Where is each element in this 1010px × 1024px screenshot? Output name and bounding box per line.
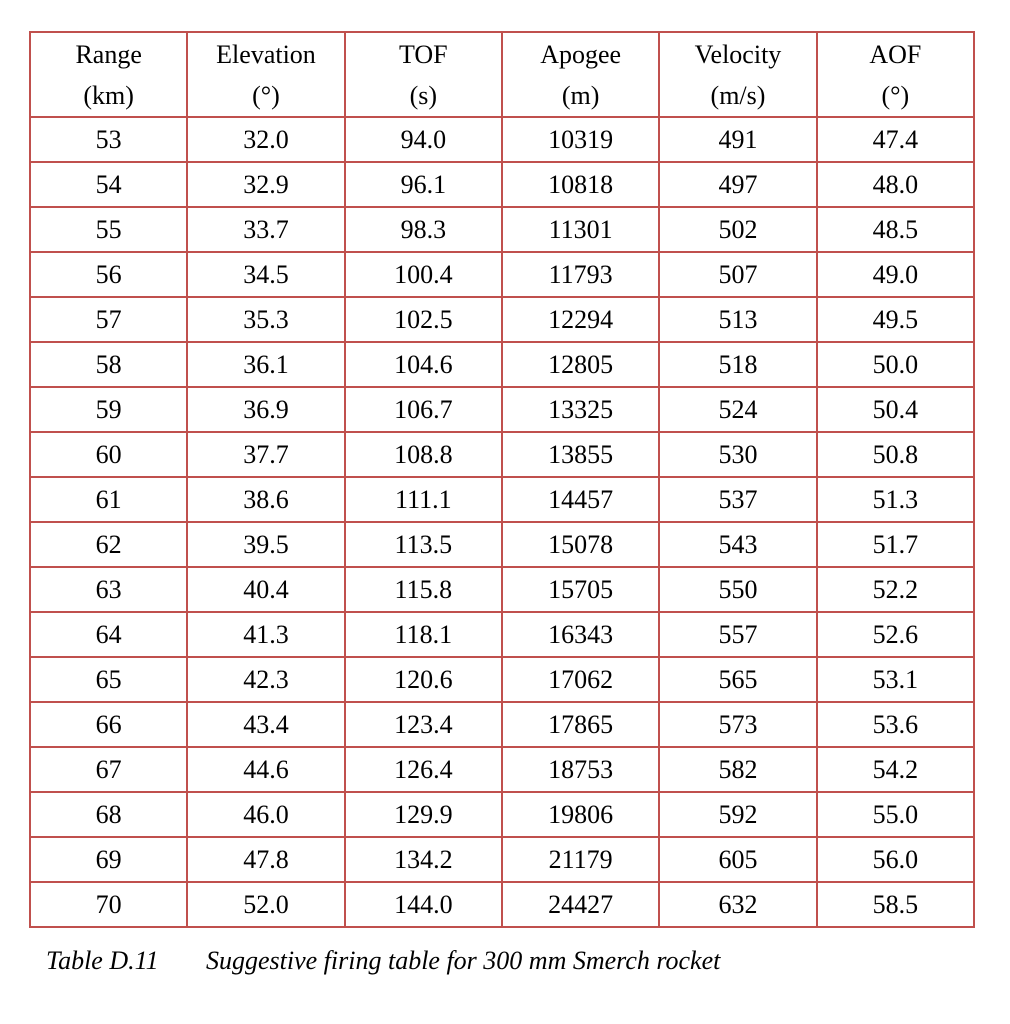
table-cell: 44.6 bbox=[187, 747, 344, 792]
column-header-unit: (m/s) bbox=[710, 80, 766, 110]
table-cell: 15705 bbox=[502, 567, 659, 612]
column-header-unit: (°) bbox=[252, 80, 280, 110]
table-cell: 60 bbox=[30, 432, 187, 477]
table-row bbox=[30, 207, 974, 252]
table-cell: 53.6 bbox=[817, 702, 974, 747]
table-cell: 13325 bbox=[502, 387, 659, 432]
table-cell: 129.9 bbox=[345, 792, 502, 837]
table-cell: 57 bbox=[30, 297, 187, 342]
table-cell: 17865 bbox=[502, 702, 659, 747]
table-row bbox=[30, 117, 974, 162]
table-row bbox=[30, 702, 974, 747]
table-cell: 36.1 bbox=[187, 342, 344, 387]
table-row bbox=[30, 297, 974, 342]
table-cell: 16343 bbox=[502, 612, 659, 657]
table-cell: 42.3 bbox=[187, 657, 344, 702]
table-cell: 40.4 bbox=[187, 567, 344, 612]
table-cell: 58 bbox=[30, 342, 187, 387]
table-cell: 605 bbox=[659, 837, 816, 882]
table-row bbox=[30, 747, 974, 792]
table-cell: 144.0 bbox=[345, 882, 502, 927]
header-row bbox=[30, 32, 974, 117]
column-header-name: AOF bbox=[869, 39, 922, 69]
table-cell: 550 bbox=[659, 567, 816, 612]
table-cell: 11301 bbox=[502, 207, 659, 252]
table-cell: 126.4 bbox=[345, 747, 502, 792]
table-cell: 56 bbox=[30, 252, 187, 297]
table-cell: 32.0 bbox=[187, 117, 344, 162]
table-row bbox=[30, 837, 974, 882]
table-cell: 102.5 bbox=[345, 297, 502, 342]
table-cell: 39.5 bbox=[187, 522, 344, 567]
table-row bbox=[30, 432, 974, 477]
table-cell: 49.0 bbox=[817, 252, 974, 297]
table-cell: 50.4 bbox=[817, 387, 974, 432]
table-row bbox=[30, 882, 974, 927]
table-cell: 70 bbox=[30, 882, 187, 927]
column-header bbox=[817, 32, 974, 117]
table-cell: 37.7 bbox=[187, 432, 344, 477]
table-cell: 53 bbox=[30, 117, 187, 162]
table-cell: 34.5 bbox=[187, 252, 344, 297]
table-cell: 49.5 bbox=[817, 297, 974, 342]
table-cell: 48.0 bbox=[817, 162, 974, 207]
table-cell: 530 bbox=[659, 432, 816, 477]
table-cell: 47.8 bbox=[187, 837, 344, 882]
column-header bbox=[187, 32, 344, 117]
table-cell: 111.1 bbox=[345, 477, 502, 522]
table-row bbox=[30, 477, 974, 522]
table-cell: 59 bbox=[30, 387, 187, 432]
table-cell: 100.4 bbox=[345, 252, 502, 297]
column-header-unit: (s) bbox=[409, 80, 438, 110]
table-cell: 565 bbox=[659, 657, 816, 702]
table-cell: 573 bbox=[659, 702, 816, 747]
table-cell: 52.0 bbox=[187, 882, 344, 927]
table-cell: 56.0 bbox=[817, 837, 974, 882]
table-cell: 54 bbox=[30, 162, 187, 207]
table-cell: 69 bbox=[30, 837, 187, 882]
table-cell: 24427 bbox=[502, 882, 659, 927]
table-cell: 592 bbox=[659, 792, 816, 837]
table-body bbox=[30, 117, 974, 927]
table-cell: 19806 bbox=[502, 792, 659, 837]
table-cell: 115.8 bbox=[345, 567, 502, 612]
table-cell: 53.1 bbox=[817, 657, 974, 702]
table-cell: 11793 bbox=[502, 252, 659, 297]
column-header bbox=[345, 32, 502, 117]
table-cell: 63 bbox=[30, 567, 187, 612]
caption-label: Table D.11 bbox=[46, 946, 159, 975]
table-cell: 32.9 bbox=[187, 162, 344, 207]
table-cell: 123.4 bbox=[345, 702, 502, 747]
table-row bbox=[30, 567, 974, 612]
table-cell: 104.6 bbox=[345, 342, 502, 387]
table-cell: 113.5 bbox=[345, 522, 502, 567]
table-cell: 12805 bbox=[502, 342, 659, 387]
table-cell: 68 bbox=[30, 792, 187, 837]
table-cell: 50.8 bbox=[817, 432, 974, 477]
table-cell: 94.0 bbox=[345, 117, 502, 162]
column-header-name: TOF bbox=[398, 39, 448, 69]
table-cell: 632 bbox=[659, 882, 816, 927]
table-row bbox=[30, 342, 974, 387]
table-cell: 41.3 bbox=[187, 612, 344, 657]
table-cell: 52.6 bbox=[817, 612, 974, 657]
table-row bbox=[30, 387, 974, 432]
table-cell: 36.9 bbox=[187, 387, 344, 432]
table-cell: 491 bbox=[659, 117, 816, 162]
table-cell: 518 bbox=[659, 342, 816, 387]
column-header-name: Elevation bbox=[216, 39, 316, 69]
column-header bbox=[30, 32, 187, 117]
table-cell: 62 bbox=[30, 522, 187, 567]
table-cell: 51.3 bbox=[817, 477, 974, 522]
table-cell: 14457 bbox=[502, 477, 659, 522]
table-cell: 108.8 bbox=[345, 432, 502, 477]
table-cell: 46.0 bbox=[187, 792, 344, 837]
table-cell: 507 bbox=[659, 252, 816, 297]
table-cell: 33.7 bbox=[187, 207, 344, 252]
table-cell: 12294 bbox=[502, 297, 659, 342]
firing-table bbox=[29, 31, 975, 928]
table-row bbox=[30, 657, 974, 702]
table-cell: 10818 bbox=[502, 162, 659, 207]
column-header-unit: (m) bbox=[561, 80, 600, 110]
table-cell: 13855 bbox=[502, 432, 659, 477]
table-row bbox=[30, 252, 974, 297]
table-cell: 543 bbox=[659, 522, 816, 567]
table-caption bbox=[46, 946, 720, 976]
table-cell: 35.3 bbox=[187, 297, 344, 342]
column-header-name: Range bbox=[75, 39, 142, 69]
column-header bbox=[659, 32, 816, 117]
table-cell: 106.7 bbox=[345, 387, 502, 432]
table-cell: 58.5 bbox=[817, 882, 974, 927]
table-cell: 67 bbox=[30, 747, 187, 792]
table-cell: 582 bbox=[659, 747, 816, 792]
caption-text: Suggestive firing table for 300 mm Smerch rocket bbox=[206, 946, 721, 975]
column-header-unit: (km) bbox=[83, 80, 134, 110]
table-row bbox=[30, 162, 974, 207]
column-header-unit: (°) bbox=[881, 80, 910, 110]
table-cell: 537 bbox=[659, 477, 816, 522]
table-cell: 50.0 bbox=[817, 342, 974, 387]
table-cell: 18753 bbox=[502, 747, 659, 792]
table-cell: 502 bbox=[659, 207, 816, 252]
table-cell: 21179 bbox=[502, 837, 659, 882]
table-cell: 120.6 bbox=[345, 657, 502, 702]
table-cell: 51.7 bbox=[817, 522, 974, 567]
table-cell: 10319 bbox=[502, 117, 659, 162]
table-cell: 17062 bbox=[502, 657, 659, 702]
column-header-name: Apogee bbox=[540, 39, 622, 69]
table-header bbox=[30, 32, 974, 117]
table-cell: 43.4 bbox=[187, 702, 344, 747]
table-cell: 134.2 bbox=[345, 837, 502, 882]
table-cell: 64 bbox=[30, 612, 187, 657]
column-header-name: Velocity bbox=[694, 39, 782, 69]
table-cell: 55 bbox=[30, 207, 187, 252]
table-cell: 47.4 bbox=[817, 117, 974, 162]
table-row bbox=[30, 612, 974, 657]
table-cell: 38.6 bbox=[187, 477, 344, 522]
table-cell: 54.2 bbox=[817, 747, 974, 792]
table-cell: 15078 bbox=[502, 522, 659, 567]
table-cell: 48.5 bbox=[817, 207, 974, 252]
table-cell: 65 bbox=[30, 657, 187, 702]
table-cell: 61 bbox=[30, 477, 187, 522]
table-cell: 52.2 bbox=[817, 567, 974, 612]
table-cell: 96.1 bbox=[345, 162, 502, 207]
table-cell: 66 bbox=[30, 702, 187, 747]
table-cell: 55.0 bbox=[817, 792, 974, 837]
table-cell: 497 bbox=[659, 162, 816, 207]
table-cell: 513 bbox=[659, 297, 816, 342]
table-row bbox=[30, 522, 974, 567]
table-cell: 557 bbox=[659, 612, 816, 657]
table-cell: 118.1 bbox=[345, 612, 502, 657]
table-row bbox=[30, 792, 974, 837]
column-header bbox=[502, 32, 659, 117]
table-cell: 98.3 bbox=[345, 207, 502, 252]
table-cell: 524 bbox=[659, 387, 816, 432]
